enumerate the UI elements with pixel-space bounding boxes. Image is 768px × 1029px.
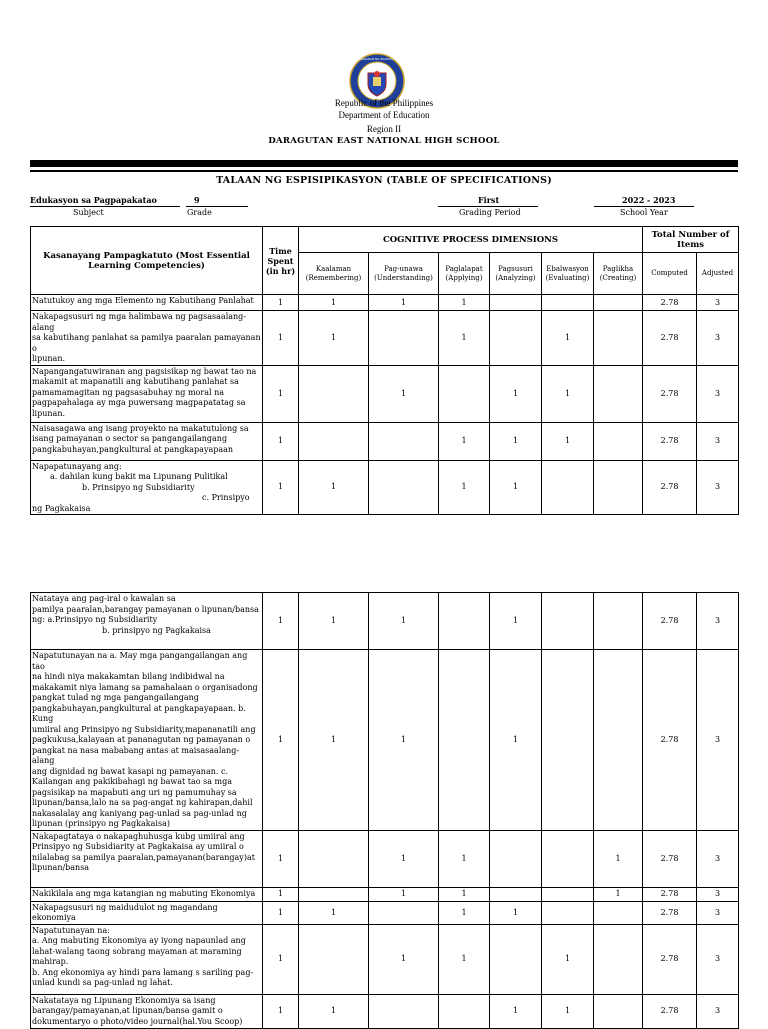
competency-line: makakamit niya lamang sa pamahalaan o organisadong (32, 682, 258, 692)
item-count-remembering: 1 (299, 994, 369, 1028)
computed-cell: 2.78 (643, 994, 697, 1028)
time-spent-cell: 1 (263, 830, 299, 887)
item-count-creating (594, 901, 643, 924)
competency-line: Napangangatuwiranan ang pagsisikap ng bawat tao na (32, 366, 257, 376)
dimension-applying: Paglalapat (Applying) (439, 253, 490, 295)
competency-line: mahirap. (32, 957, 69, 966)
item-count-creating: 1 (594, 830, 643, 887)
competency-line: barangay/pamayanan,at lipunan/bansa gamit o (32, 1006, 223, 1015)
table-row (31, 901, 739, 924)
item-count-evaluating (542, 460, 594, 515)
item-count-analyzing: 1 (490, 994, 542, 1028)
time-spent-cell: 1 (263, 422, 299, 460)
item-count-applying: 1 (439, 887, 490, 901)
total-items-header: Total Number of Items (643, 227, 739, 253)
specification-table (30, 226, 739, 515)
time-spent-cell: 1 (263, 365, 299, 422)
item-count-creating (594, 593, 643, 650)
item-count-applying: 1 (439, 901, 490, 924)
item-count-understanding (369, 460, 439, 515)
competency-line: na hindi niya makakamtan bilang indibidwal na (32, 672, 225, 681)
competency-line: c. Prinsipyo (202, 493, 250, 502)
header-divider-thin (30, 170, 738, 172)
table-row (31, 311, 739, 366)
computed-cell: 2.78 (643, 311, 697, 366)
item-count-creating (594, 311, 643, 366)
competency-line: makamit at mapanatili ang kabutihang panlahat sa (32, 377, 239, 386)
item-count-creating (594, 422, 643, 460)
competency-header: Kasanayang Pampagkatuto (Most Essential Learning Competencies) (31, 227, 263, 295)
item-count-evaluating (542, 295, 594, 311)
item-count-analyzing (490, 295, 542, 311)
item-count-understanding: 1 (369, 365, 439, 422)
item-count-applying (439, 994, 490, 1028)
competency-line: Napatutunayan na: (32, 925, 110, 935)
competency-line: Nakatataya ng Lipunang Ekonomiya sa isang (32, 995, 216, 1005)
competency-line: lipunan/bansa,lalo na sa pag-angat ng kahirapan,dahil (32, 798, 253, 807)
competency-line: Kailangan ang pakikibahagi ng bawat tao sa mga (32, 777, 233, 786)
item-count-understanding: 1 (369, 650, 439, 831)
competency-line: ng Pagkakaisa (32, 503, 91, 513)
competency-line: Napapatunayang ang: (32, 461, 122, 471)
item-count-creating: 1 (594, 887, 643, 901)
competency-line: lahat-walang taong sobrang mayaman at maraming (32, 946, 242, 956)
header-divider-thick (30, 160, 738, 167)
dimension-understanding: Pag-unawa (Understanding) (369, 253, 439, 295)
grading-period-label: Grading Period (459, 208, 521, 217)
competency-cell (31, 924, 263, 994)
item-count-applying: 1 (439, 924, 490, 994)
adjusted-cell: 3 (697, 830, 739, 887)
item-count-remembering: 1 (299, 460, 369, 515)
subject-underline (30, 206, 180, 207)
item-count-understanding: 1 (369, 924, 439, 994)
competency-line: b. prinsipyo ng Pagkakaisa (102, 625, 211, 635)
competency-cell (31, 887, 263, 901)
item-count-evaluating (542, 887, 594, 901)
competency-line: Naisasagawa ang isang proyekto na makatutulong sa (32, 423, 249, 433)
adjusted-cell: 3 (697, 650, 739, 831)
time-spent-cell: 1 (263, 593, 299, 650)
item-count-evaluating (542, 830, 594, 887)
item-count-analyzing (490, 887, 542, 901)
item-count-applying: 1 (439, 422, 490, 460)
item-count-remembering (299, 830, 369, 887)
item-count-evaluating: 1 (542, 365, 594, 422)
competency-line: lipunan/bansa (32, 863, 90, 872)
adjusted-cell: 3 (697, 887, 739, 901)
competency-line: a. dahilan kung bakit ma Lipunang Pulitikal (50, 472, 228, 481)
competency-line: b. Ang ekonomiya ay hindi para lamang s sariling pag- (32, 967, 254, 977)
item-count-applying (439, 650, 490, 831)
adjusted-cell: 3 (697, 460, 739, 515)
competency-line: Nakapagsusuri ng mga halimbawa ng pagsasaalang-alang (32, 312, 247, 332)
school-year-label: School Year (620, 208, 668, 217)
competency-line: b. Prinsipyo ng Subsidiarity (82, 482, 195, 492)
item-count-applying: 1 (439, 295, 490, 311)
computed-cell: 2.78 (643, 295, 697, 311)
time-spent-cell: 1 (263, 887, 299, 901)
competency-line: pagpapahalaga ay mga puwersang magpapatatag sa (32, 398, 246, 407)
competency-line: nakasalalay ang kaniyang pag-unlad sa pag-unlad ng (32, 808, 247, 818)
item-count-analyzing (490, 924, 542, 994)
adjusted-header: Adjusted (697, 253, 739, 295)
adjusted-cell: 3 (697, 422, 739, 460)
department-line: Department of Education (338, 110, 430, 120)
computed-cell: 2.78 (643, 650, 697, 831)
computed-cell: 2.78 (643, 365, 697, 422)
competency-line: nilalabag sa pamilya paaralan,pamayanan(barangay)at (32, 852, 255, 862)
specification-table-continued (30, 592, 739, 1029)
item-count-evaluating: 1 (542, 311, 594, 366)
time-spent-header: Time Spent (in hr) (263, 227, 299, 295)
item-count-creating (594, 650, 643, 831)
competency-line: lipunan. (32, 408, 66, 418)
computed-cell: 2.78 (643, 460, 697, 515)
competency-cell (31, 994, 263, 1028)
competency-line: Natataya ang pag-iral o kawalan sa (32, 594, 176, 603)
item-count-remembering: 1 (299, 593, 369, 650)
table-row (31, 924, 739, 994)
item-count-remembering: 1 (299, 295, 369, 311)
computed-cell: 2.78 (643, 887, 697, 901)
item-count-understanding: 1 (369, 887, 439, 901)
competency-line: Napatutunayan na a. May mga pangangailangan ang tao (32, 651, 248, 671)
competency-cell (31, 422, 263, 460)
item-count-evaluating (542, 593, 594, 650)
item-count-analyzing: 1 (490, 422, 542, 460)
table-row (31, 650, 739, 831)
grading-period-underline (438, 206, 538, 207)
dimension-analyzing: Pagsusuri (Analyzing) (490, 253, 542, 295)
item-count-evaluating (542, 650, 594, 831)
competency-line: Nakapagtataya o nakapaghuhusga kubg umiiral ang (32, 831, 245, 841)
item-count-understanding (369, 311, 439, 366)
competency-line: a. Ang mabuting Ekonomiya ay iyong napaunlad ang (32, 936, 246, 945)
grade-value: 9 (194, 195, 200, 205)
table-row (31, 830, 739, 887)
time-spent-cell: 1 (263, 994, 299, 1028)
competency-line: dokumentaryo o photo/video journal(hal.You Scoop) (32, 1016, 243, 1026)
competency-line: Nakikilala ang mga katangian ng mabuting Ekonomiya (32, 888, 256, 898)
table-row (31, 422, 739, 460)
subject-label: Subject (73, 208, 104, 217)
competency-cell (31, 460, 263, 515)
seal-lettering: KAGAWARAN NG EDUKASYON (354, 57, 400, 61)
item-count-remembering (299, 365, 369, 422)
item-count-analyzing: 1 (490, 365, 542, 422)
computed-cell: 2.78 (643, 901, 697, 924)
item-count-analyzing: 1 (490, 593, 542, 650)
adjusted-cell: 3 (697, 924, 739, 994)
time-spent-cell: 1 (263, 924, 299, 994)
competency-line: pangkabuhayan,pangkultural at pangkapayapaan. b. Kung (32, 703, 246, 723)
item-count-remembering: 1 (299, 650, 369, 831)
competency-cell (31, 901, 263, 924)
item-count-remembering (299, 924, 369, 994)
adjusted-cell: 3 (697, 295, 739, 311)
computed-cell: 2.78 (643, 593, 697, 650)
time-spent-cell: 1 (263, 650, 299, 831)
adjusted-cell: 3 (697, 994, 739, 1028)
competency-line: umiiral ang Prinsipyo ng Subsidiarity,mapananatili ang (32, 724, 256, 734)
document-title: TALAAN NG ESPISIPIKASYON (TABLE OF SPECIFICATIONS) (216, 175, 552, 186)
table-row (31, 994, 739, 1028)
item-count-analyzing (490, 311, 542, 366)
competency-line: pagkukusa,kalayaan at pananagutan ng pamayanan o (32, 735, 251, 744)
item-count-remembering: 1 (299, 901, 369, 924)
dimension-creating: Paglikha (Creating) (594, 253, 643, 295)
competency-line: ang dignidad ng bawat kasapi ng pamayanan. c. (32, 766, 228, 776)
item-count-understanding (369, 994, 439, 1028)
competency-cell (31, 295, 263, 311)
item-count-analyzing: 1 (490, 650, 542, 831)
competency-line: lipunan. (32, 354, 66, 363)
competency-cell (31, 311, 263, 366)
item-count-analyzing (490, 830, 542, 887)
computed-cell: 2.78 (643, 830, 697, 887)
competency-line: pagsisikap na mapabuti ang uri ng pamumuhay sa (32, 787, 237, 797)
cognitive-dimensions-header: COGNITIVE PROCESS DIMENSIONS (299, 227, 643, 253)
table-row (31, 365, 739, 422)
grading-period-value: First (478, 195, 500, 205)
item-count-applying (439, 365, 490, 422)
item-count-evaluating (542, 901, 594, 924)
adjusted-cell: 3 (697, 901, 739, 924)
competency-cell (31, 830, 263, 887)
table-row (31, 593, 739, 650)
time-spent-cell: 1 (263, 311, 299, 366)
subject-value: Edukasyon sa Pagpapakatao (30, 195, 157, 205)
competency-cell (31, 365, 263, 422)
dimension-remembering: Kaalaman (Remembering) (299, 253, 369, 295)
computed-cell: 2.78 (643, 422, 697, 460)
item-count-creating (594, 365, 643, 422)
competency-line: Nakapagsusuri ng maidudulot ng magandang ekonomiya (32, 902, 218, 922)
item-count-creating (594, 994, 643, 1028)
school-year-underline (594, 206, 694, 207)
competency-line: pamilya paaralan,barangay pamayanan o lipunan/bansa (32, 604, 259, 614)
competency-cell (31, 650, 263, 831)
competency-cell (31, 593, 263, 650)
competency-line: pangkat na nasa mababang antas at maisasaalang-alang (32, 745, 240, 765)
adjusted-cell: 3 (697, 365, 739, 422)
item-count-remembering (299, 422, 369, 460)
item-count-creating (594, 924, 643, 994)
time-spent-cell: 1 (263, 901, 299, 924)
computed-cell: 2.78 (643, 924, 697, 994)
competency-line: unlad kundi sa pag-unlad ng lahat. (32, 978, 173, 987)
item-count-analyzing: 1 (490, 460, 542, 515)
item-count-evaluating: 1 (542, 994, 594, 1028)
item-count-understanding: 1 (369, 295, 439, 311)
item-count-applying: 1 (439, 830, 490, 887)
grade-underline (186, 206, 248, 207)
competency-line: isang pamayanan o sector sa pangangailangang (32, 434, 228, 443)
time-spent-cell: 1 (263, 460, 299, 515)
item-count-creating (594, 460, 643, 515)
competency-line: pangkat tulad ng mga pangangailangang (32, 693, 199, 702)
school-year-value: 2022 - 2023 (622, 195, 676, 205)
region-line: Region II (366, 124, 402, 134)
dimension-evaluating: Ebalwasyon (Evaluating) (542, 253, 594, 295)
competency-line: pamamamagitan ng pagsasabuhay ng moral na (32, 387, 224, 397)
item-count-creating (594, 295, 643, 311)
item-count-understanding (369, 422, 439, 460)
item-count-applying: 1 (439, 311, 490, 366)
competency-line: sa kabutihang panlahat sa pamilya paaralan pamayanan o (32, 333, 261, 353)
computed-header: Computed (643, 253, 697, 295)
item-count-analyzing: 1 (490, 901, 542, 924)
item-count-applying: 1 (439, 460, 490, 515)
adjusted-cell: 3 (697, 311, 739, 366)
item-count-evaluating: 1 (542, 924, 594, 994)
item-count-remembering (299, 887, 369, 901)
competency-line: lipunan (prinsipyo ng Pagkakaisa) (32, 819, 170, 828)
item-count-remembering: 1 (299, 311, 369, 366)
item-count-applying (439, 593, 490, 650)
table-row (31, 295, 739, 311)
table-row (31, 887, 739, 901)
competency-line: Prinsipyo ng Subsidiarity at Pagkakaisa ay umiiral o (32, 842, 244, 851)
school-name: DARAGUTAN EAST NATIONAL HIGH SCHOOL (268, 136, 500, 146)
item-count-evaluating: 1 (542, 422, 594, 460)
item-count-understanding: 1 (369, 593, 439, 650)
time-spent-cell: 1 (263, 295, 299, 311)
item-count-understanding: 1 (369, 830, 439, 887)
item-count-understanding (369, 901, 439, 924)
competency-line: Natutukoy ang mga Elemento ng Kabutihang Panlahat (32, 296, 254, 305)
republic-line: Republic of the Philippines (334, 98, 434, 108)
competency-line: pangkabuhayan,pangkultural at pangkapayapaan (32, 444, 234, 454)
grade-label: Grade (187, 208, 212, 217)
competency-line: ng: a.Prinsipyo ng Subsidiarity (32, 615, 158, 624)
table-row (31, 460, 739, 515)
adjusted-cell: 3 (697, 593, 739, 650)
